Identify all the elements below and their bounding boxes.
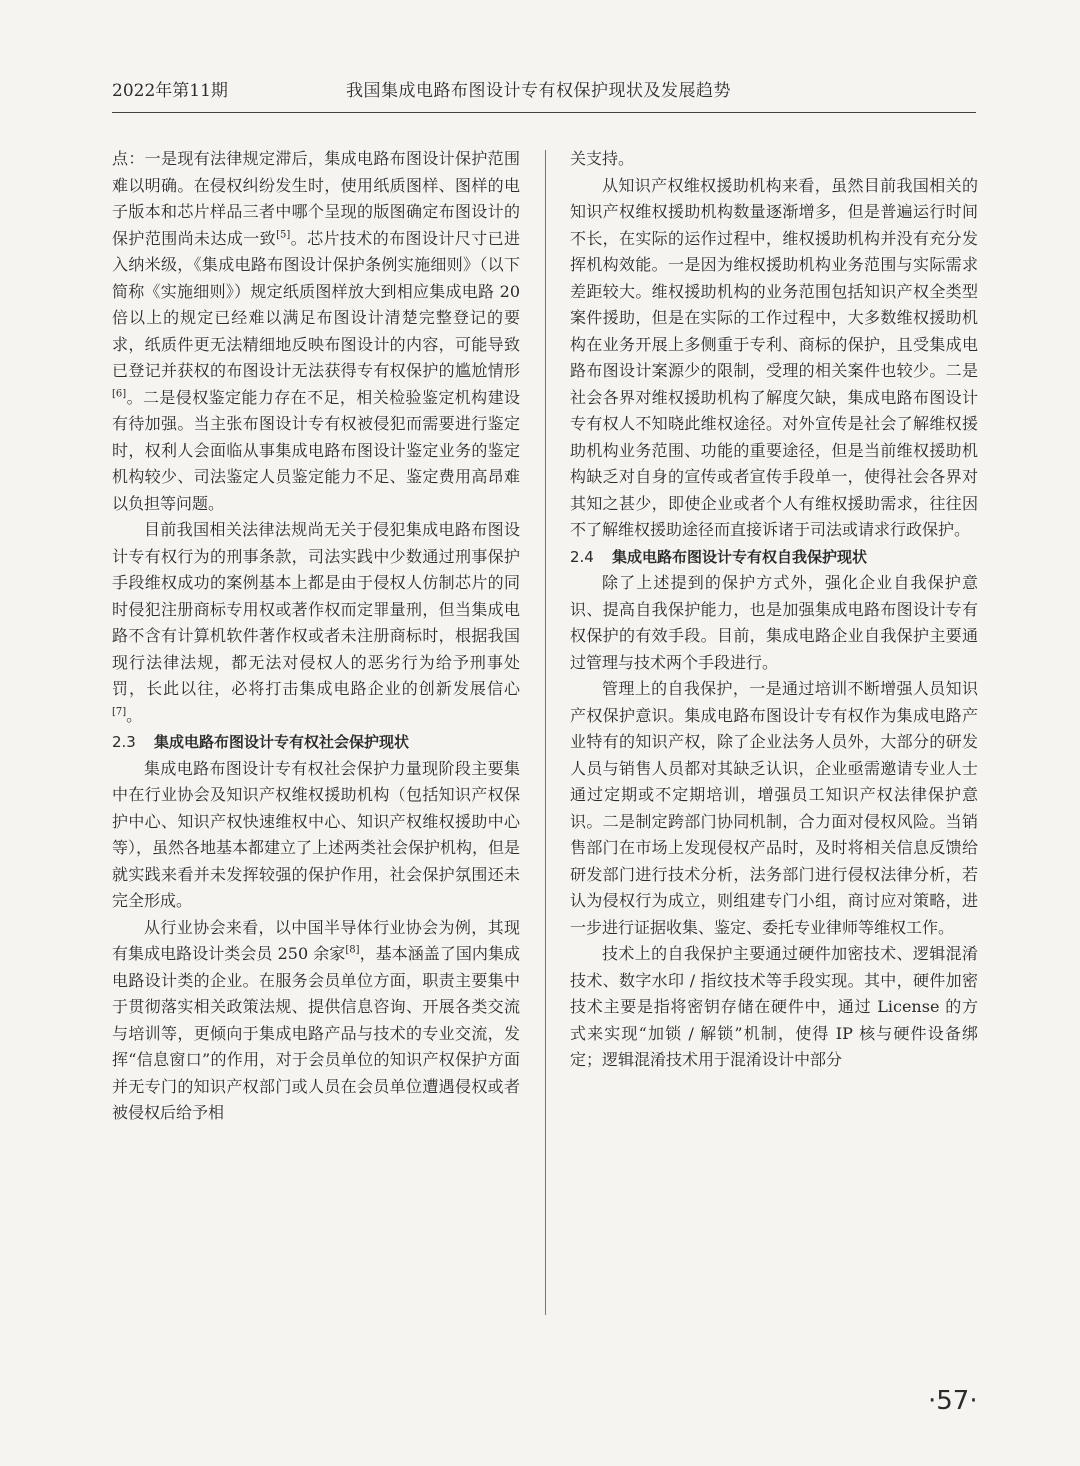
paragraph: 关支持。: [570, 149, 635, 168]
section-heading-2-4: 2.4 集成电路布图设计专有权自我保护现状: [570, 547, 868, 566]
paragraph: 技术上的自我保护主要通过硬件加密技术、逻辑混淆技术、数字水印 / 指纹技术等手段实现。其中，硬件加密技术主要是指将密钥存储在硬件中，通过 License 的方式来实现“加锁 / 解锁”机制，使得 IP 核与硬件设备绑定；逻辑混淆技术用于混淆设计中部分: [570, 944, 978, 1069]
paragraph: 目前我国相关法律法规尚无关于侵犯集成电路布图设计专有权行为的刑事条款，司法实践中少数通过刑事保护手段维权成功的案例基本上都是由于侵权人仿制芯片的同时侵犯注册商标专用权或著作权而定罪量刑，但当集成电路不含有计算机软件著作权或者未注册商标时，根据我国现行法律法规，都无法对侵权人的恶劣行为给予刑事处罚，长此以往，必将打击集成电路企业的创新发展信心[7]。: [112, 520, 520, 725]
paragraph: 从知识产权维权援助机构来看，虽然目前我国相关的知识产权维权援助机构数量逐渐增多，但是普遍运行时间不长，在实际的运作过程中，维权援助机构并没有充分发挥机构效能。一是因为维权援助机构业务范围与实际需求差距较大。维权援助机构的业务范围包括知识产权全类型案件援助，但是在实际的工作过程中，大多数维权援助机构在业务开展上多侧重于专利、商标的保护，且受集成电路布图设计案源少的限制，受理的相关案件也较少。二是社会各界对维权援助机构了解度欠缺，集成电路布图设计专有权人不知晓此维权途径。对外宣传是社会了解维权援助机构业务范围、功能的重要途径，但是当前维权援助机构缺乏对自身的宣传或者宣传手段单一，使得社会各界对其知之甚少，即使企业或者个人有维权援助需求，往往因不了解维权援助途径而直接诉诸于司法或请求行政保护。: [570, 175, 978, 539]
paragraph: 除了上述提到的保护方式外，强化企业自我保护意识、提高自我保护能力，也是加强集成电路布图设计专有权保护的有效手段。目前，集成电路企业自我保护主要通过管理与技术两个手段进行。: [570, 573, 978, 672]
paragraph: 集成电路布图设计专有权社会保护力量现阶段主要集中在行业协会及知识产权维权援助机构（包括知识产权保护中心、知识产权快速维权中心、知识产权维权援助中心等），虽然各地基本都建立了上述两类社会保护机构，但是就实践来看并未发挥较强的保护作用，社会保护氛围还未完全形成。: [112, 758, 521, 910]
section-heading-2-3: 2.3 集成电路布图设计专有权社会保护现状: [112, 733, 410, 751]
citation: [6]: [112, 388, 127, 400]
issue-label: 2022年第11期: [112, 81, 228, 101]
citation: [7]: [112, 706, 127, 718]
citation: [5]: [276, 229, 291, 241]
left-column: [112, 146, 520, 1127]
column-divider: [545, 150, 546, 1315]
citation: [8]: [345, 944, 360, 956]
right-column: [570, 146, 978, 1074]
paragraph: 从行业协会来看，以中国半导体行业协会为例，其现有集成电路设计类会员 250 余家[8]，基本涵盖了国内集成电路设计类的企业。在服务会员单位方面，职责主要集中于贯彻落实相关政策法规、提供信息咨询、开展各类交流与培训等，更倾向于集成电路产品与技术的专业交流，发挥“信息窗口”的作用，对于会员单位的知识产权保护方面并无专门的知识产权部门或人员在会员单位遭遇侵权或者被侵权后给予相: [112, 917, 520, 1122]
paragraph: 点：一是现有法律规定滞后，集成电路布图设计保护范围难以明确。在侵权纠纷发生时，使用纸质图样、图样的电子版本和芯片样品三者中哪个呈现的版图确定布图设计的保护范围尚未达成一致[5]。芯片技术的布图设计尺寸已进入纳米级，《集成电路布图设计保护条例实施细则》（以下简称《实施细则》）规定纸质图样放大到相应集成电路 20 倍以上的规定已经难以满足布图设计清楚完整登记的要求，纸质件更无法精细地反映布图设计的内容，可能导致已登记并获权的布图设计无法获得专有权保护的尴尬情形[6]。二是侵权鉴定能力存在不足，相关检验鉴定机构建设有待加强。当主张布图设计专有权被侵犯而需要进行鉴定时，权利人会面临从事集成电路布图设计鉴定业务的鉴定机构较少、司法鉴定人员鉴定能力不足、鉴定费用高昂难以负担等问题。: [112, 149, 520, 513]
paragraph: 管理上的自我保护，一是通过培训不断增强人员知识产权保护意识。集成电路布图设计专有权作为集成电路产业特有的知识产权，除了企业法务人员外，大部分的研发人员与销售人员都对其缺乏认识，企业亟需邀请专业人士通过定期或不定期培训，增强员工知识产权法律保护意识。二是制定跨部门协同机制，合力面对侵权风险。当销售部门在市场上发现侵权产品时，及时将相关信息反馈给研发部门进行技术分析，法务部门进行侵权法律分析，若认为侵权行为成立，则组建专门小组，商讨应对策略，进一步进行证据收集、鉴定、委托专业律师等维权工作。: [570, 679, 978, 937]
running-header: [112, 66, 976, 113]
page-number: ·57·: [928, 1386, 978, 1416]
article-title: 我国集成电路布图设计专有权保护现状及发展趋势: [346, 81, 731, 101]
